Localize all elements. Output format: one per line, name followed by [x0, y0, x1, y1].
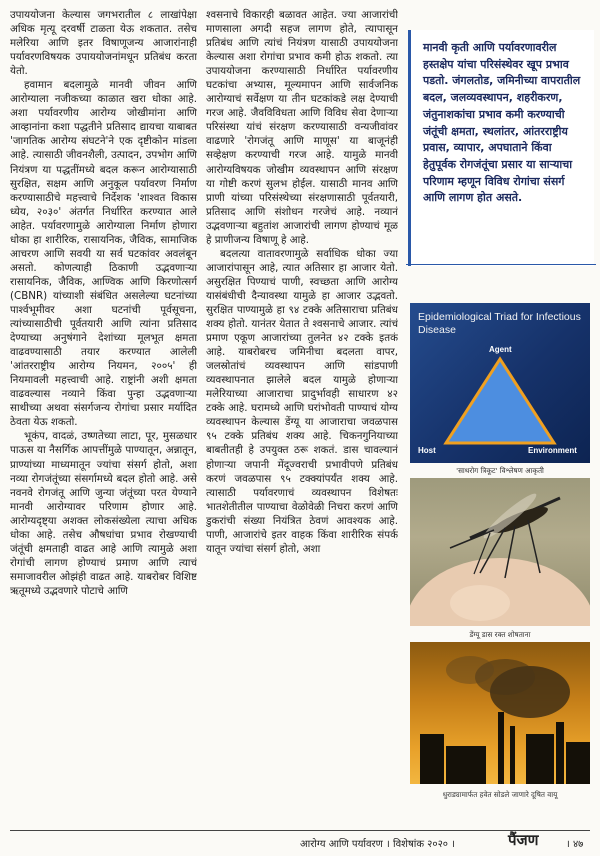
- article-column-left: [10, 8, 197, 823]
- triad-triangle-icon: [410, 303, 590, 463]
- figure-caption: धुराड्यामार्फत हवेत सोडले जाणारे दूषित वायू: [442, 790, 558, 799]
- figure-title: Epidemiological Triad for Infectious Disease: [418, 311, 581, 336]
- page-number: । ४७: [566, 839, 584, 850]
- paragraph: बदलत्या वातावरणामुळे सर्वाधिक धोका ज्या आजारांपासून आहे, त्यात अतिसार हा आजार येतो. असुरक्षित पिण्याचं पाणी, स्वच्छता आणि आरोग्य यासंबंधीची दैन्यावस्था यामुळे हा आजार उद्भवतो. सुरक्षित पाण्यामुळे हा ९४ टक्के अतिसाराचा प्रतिबंध शक्य होतो. यानंतर येतात ते श्वसनाचे आजार. त्यांचं प्रमाण एकूण आजारांच्या तुलनेत ४२ टक्के इतकं आहे. याबरोबरच जमिनीचा बदलता वापर, जलस्रोतांचं व्यवस्थापन आणि सांडपाणी व्यवस्थापनात झालेले बदल यामुळे होणाऱ्या मलेरियाच्या आजाराचा प्रादुर्भावही साधारण ४२ टक्के आहे. घरामध्ये आणि घरांभोवती पाण्याचं योग्य व्यवस्थापन केल्यास डेंग्यू या आजाराचा जवळपास ९५ टक्के प्रतिबंध शक्य आहे. चिकनगुनियाच्या बाबतीतही हे उपयुक्त ठरू शकतं. डास चावल्यानं होणाऱ्या जपानी मेंदूज्वराची प्रभावीपणे प्रतिबंध करणं जवळपास ९५ टक्क्यांपर्यंत शक्य आहे. त्यासाठी पर्यावरणाचं व्यवस्थापन विशेषतः भातशेतीतील पाण्याचा वेळोवेळी निचरा करणं आणि डुकरांची संख्या नियंत्रित ठेवणं आवश्यक आहे. पाणी, आजारांचे इतर वाहक किंवा शारीरिक संपर्क यातून ज्यांचा संसर्ग होतो, अशा: [206, 247, 398, 555]
- divider: [406, 264, 596, 265]
- triad-host-label: Host: [418, 446, 436, 455]
- smokestack-icon: [410, 642, 590, 784]
- smokestack-photo: [410, 642, 590, 784]
- mosquito-photo: [410, 478, 590, 626]
- triad-figure: [410, 303, 590, 463]
- divider: [10, 830, 590, 831]
- paragraph: भूकंप, वादळं, उष्णतेच्या लाटा, पूर, मुसळधार पाऊस या नैसर्गिक आपत्तींमुळे पाण्यातून, अन्नातून, प्राण्यांच्या माध्यमातून ज्यांचा संसर्ग होतो, अशा नव्या रोगजंतूंच्या संसर्गामध्ये बदल होतो आहे. असे नवनवे रोगजंतू आणि जुन्या जंतूंच्या परत येण्याने मानवी आरोग्यावर परिणाम होणार आहे. आरोग्यदृष्ट्या अशक्त लोकसंख्येला त्याचा अधिक धोका आहे. तसेच औषधांचा प्रभाव रोखण्याची जंतूंची क्षमताही वाढत आहे आणि त्यामुळे अशा रोगांची लागण होण्याचं प्रमाण आणि त्याचं समाजावरील ओझंही वाढत आहे. याबरोबर विशिष्ट ऋतूमध्ये उद्भवणारे पोटाचे आणि: [10, 430, 197, 597]
- triad-environment-label: Environment: [528, 446, 577, 455]
- paragraph: हवामान बदलामुळे मानवी जीवन आणि आरोग्याला नजीकच्या काळात खरा धोका आहे. अशा पर्यावरणीय आरोग्य जोखीमांना आणि आव्हानांना कशा पद्धतीने प्रतिसाद द्यायचा याबाबत 'जागतिक आरोग्य संघटने'ने एक दृष्टीकोन मांडला आहे. त्यासाठी जीवनशैली, उत्पादन, उपभोग आणि नियंत्रण या पद्धतींमध्ये बदल करून आरोग्यासाठी सुरक्षित, सक्षम आणि अनुकूल पर्यावरण निर्माण करण्यासाठीचे महत्त्वाचे निर्देशक 'शाश्वत विकास ध्येय, २०३०' अंतर्गत निर्धारित करण्यात आले आहेत. पर्यावरणामुळे आरोग्याला निर्माण होणारा धोका हा शारीरिक, रासायनिक, जैविक, सामाजिक आचरण आणि सवयी या सर्व घटकांवर अवलंबून असतो. कोणत्याही ठिकाणी उद्भवणाऱ्या रासायनिक, जैविक, आण्विक आणि किरणोत्सर्ग (CBNR) यांच्याशी संबंधित असलेल्या घटनांच्या पार्श्वभूमीवर अशा घटनांची पूर्वसूचना, त्यांच्यासाठीची पूर्वतयारी आणि त्यांना प्रतिसाद देण्याच्या अनुषंगाने देशांच्या मूलभूत क्षमता वाढवण्यासाठी तयार करण्यात आलेली 'आंतरराष्ट्रीय आरोग्य नियमन, २००५' ही नियमावली महत्त्वाची आहे. राष्ट्रांनी अशी क्षमता वाढवल्यास नव्याने किंवा पुन्हा उद्भवणाऱ्या साथीच्या अथवा संसर्गजन्य रोगांचा प्रसार मर्यादित ठेवता येऊ शकतो.: [10, 79, 197, 429]
- paragraph: श्वसनाचे विकारही बळावत आहेत. ज्या आजारांची माणसाला अगदी सहज लागण होते, त्यापासून प्रतिबंध आणि त्यांचं नियंत्रण यासाठी उपाययोजना केल्यास अशा रोगांचा प्रभाव कमी होऊ शकतो. त्या उपाययोजना करण्यासाठी निर्धारित पर्यावरणीय घटकांचा अभ्यास, मूल्यमापन आणि सार्वजनिक आरोग्याचं सर्वेक्षण या तीन घटकांकडे लक्ष देण्याची गरज आहे. जैवविविधता आणि विविध सेवा देणाऱ्या परिसंस्था यांचं संरक्षण करण्यासाठी वन्यजीवांवर वाढणारे 'रोगजंतू आणि माणूस' या बाजूनंही सव्हेक्षण करण्याची गरज आहे. यामुळे मानवी आरोग्यविषयक जोखीम व्यवस्थापन आणि संरक्षण या गोष्टी करणं सुलभ होईल. यासाठी मानव आणि प्राणी यांच्या परिसंस्थेच्या संरक्षणासाठी पूर्वतयारी, प्रतिसाद आणि संशोधन गरजेचं आहे. नव्यानं उद्भवणाऱ्या बहुतांश आजारांची लागण होण्याचं मूळ हे प्राणीजन्य विषाणू हे आहे.: [206, 9, 398, 246]
- figure-caption: 'साथरोग त्रिकूट' विश्लेषण आकृती: [456, 466, 544, 475]
- callout-box: [408, 30, 594, 266]
- callout-text: मानवी कृती आणि पर्यावरणावरील हस्तक्षेप यांचा परिसंस्थेवर खूप प्रभाव पडतो. जंगलतोड, जमिनीच्या वापरातील बदल, जलव्यवस्थापन, शहरीकरण, जंतुनाशकांचा प्रभाव कमी करण्याची जंतूंची क्षमता, स्थलांतर, आंतरराष्ट्रीय प्रवास, व्यापार, अपघाताने किंवा हेतुपूर्वक रोगजंतूंचा प्रसार या साऱ्याचा परिणाम म्हणून विविध रोगांचा संसर्ग आणि लागण होत असते.: [423, 41, 581, 205]
- page-footer: [0, 826, 600, 856]
- article-column-middle: [206, 8, 398, 823]
- figure-caption: डेंग्यू डास रक्त शोषताना: [469, 630, 531, 639]
- paragraph: उपाययोजना केल्यास जगभरातील ८ लाखांपेक्षा अधिक मृत्यू दरवर्षी टाळता येऊ शकतात. तसेच मलेरिया आणि इतर विषाणूजन्य आजारांनाही पर्यावरणविषयक उपाययोजनांमधून प्रतिबंध करता येतो.: [10, 9, 197, 78]
- magazine-logo: पैंजण: [508, 831, 539, 849]
- mosquito-icon: [410, 478, 590, 626]
- footer-text: आरोग्य आणि पर्यावरण । विशेषांक २०२० ।: [300, 839, 455, 850]
- triad-agent-label: Agent: [489, 345, 512, 354]
